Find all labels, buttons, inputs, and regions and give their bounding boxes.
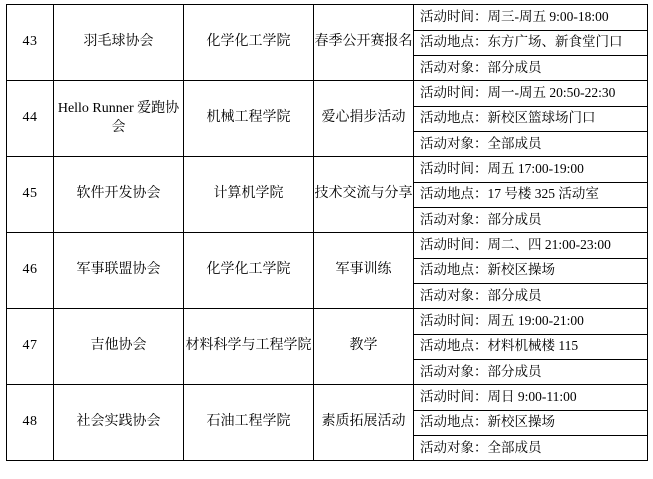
detail-place-value: 材料机械楼 115 [487,338,579,354]
activity-name: 教学 [314,309,414,385]
detail-place-value: 新校区篮球场门口 [487,110,596,126]
activity-details [414,157,648,233]
detail-place-label: 活动地点： [420,414,488,430]
activity-name: 技术交流与分享 [314,157,414,233]
club-name: 羽毛球协会 [54,5,184,81]
detail-time-label: 活动时间： [420,237,488,253]
department-name: 化学化工学院 [184,233,314,309]
detail-time-value: 周五 17:00-19:00 [487,161,584,177]
detail-row-time [414,81,647,106]
detail-target-cell [414,359,647,384]
activity-details [414,385,648,461]
detail-time-label: 活动时间： [420,313,488,329]
table-body [7,5,648,461]
detail-row-place [414,410,647,435]
detail-row-target [414,55,647,80]
detail-time-label: 活动时间： [420,85,488,101]
table-row [7,309,648,385]
detail-row-target [414,359,647,384]
detail-place-value: 新校区操场 [487,414,555,430]
detail-row-time [414,5,647,30]
club-name: 软件开发协会 [54,157,184,233]
row-index: 47 [7,309,54,385]
row-index: 44 [7,81,54,157]
club-name: 社会实践协会 [54,385,184,461]
detail-time-cell [414,309,647,334]
detail-target-label: 活动对象： [420,363,488,379]
row-index: 48 [7,385,54,461]
club-name: Hello Runner 爱跑协会 [54,81,184,157]
detail-place-label: 活动地点： [420,338,488,354]
detail-place-cell [414,410,647,435]
detail-target-cell [414,131,647,156]
detail-target-cell [414,55,647,80]
detail-place-cell [414,334,647,359]
detail-time-label: 活动时间： [420,9,488,25]
detail-row-place [414,334,647,359]
detail-row-target [414,435,647,460]
row-index: 43 [7,5,54,81]
detail-table [414,233,647,308]
detail-target-label: 活动对象： [420,439,488,455]
detail-table [414,5,647,80]
detail-time-cell [414,233,647,258]
detail-target-label: 活动对象： [420,59,488,75]
detail-place-label: 活动地点： [420,34,488,50]
activity-details [414,5,648,81]
department-name: 机械工程学院 [184,81,314,157]
detail-target-value: 部分成员 [487,363,542,379]
detail-place-value: 东方广场、新食堂门口 [487,34,623,50]
detail-row-place [414,182,647,207]
detail-time-value: 周二、四 21:00-23:00 [487,237,611,253]
detail-row-time [414,385,647,410]
table-row [7,385,648,461]
table-row [7,5,648,81]
detail-target-cell [414,207,647,232]
detail-target-label: 活动对象： [420,211,488,227]
activity-name: 春季公开赛报名 [314,5,414,81]
detail-row-target [414,207,647,232]
detail-target-label: 活动对象： [420,287,488,303]
detail-table [414,309,647,384]
detail-target-cell [414,283,647,308]
detail-row-place [414,258,647,283]
department-name: 计算机学院 [184,157,314,233]
detail-time-cell [414,385,647,410]
department-name: 石油工程学院 [184,385,314,461]
detail-target-value: 部分成员 [487,59,542,75]
table-row [7,81,648,157]
detail-time-value: 周五 19:00-21:00 [487,313,584,329]
club-name: 吉他协会 [54,309,184,385]
detail-target-value: 部分成员 [487,287,542,303]
detail-place-cell [414,30,647,55]
detail-table [414,385,647,460]
detail-target-value: 部分成员 [487,211,542,227]
department-name: 化学化工学院 [184,5,314,81]
detail-place-cell [414,106,647,131]
detail-place-value: 17 号楼 325 活动室 [487,186,599,202]
detail-place-label: 活动地点： [420,110,488,126]
detail-row-target [414,131,647,156]
detail-time-value: 周一-周五 20:50-22:30 [487,85,616,101]
activity-details [414,81,648,157]
activity-name: 素质拓展活动 [314,385,414,461]
club-activity-table [6,4,648,461]
detail-row-time [414,157,647,182]
activity-details [414,309,648,385]
detail-time-value: 周日 9:00-11:00 [487,389,577,405]
department-name: 材料科学与工程学院 [184,309,314,385]
detail-row-place [414,106,647,131]
detail-time-label: 活动时间： [420,389,488,405]
detail-row-place [414,30,647,55]
detail-place-cell [414,182,647,207]
detail-place-cell [414,258,647,283]
activity-details [414,233,648,309]
detail-time-cell [414,81,647,106]
detail-row-target [414,283,647,308]
row-index: 46 [7,233,54,309]
detail-target-label: 活动对象： [420,135,488,151]
detail-time-value: 周三-周五 9:00-18:00 [487,9,609,25]
detail-table [414,157,647,232]
detail-time-cell [414,5,647,30]
detail-time-label: 活动时间： [420,161,488,177]
table-row [7,157,648,233]
club-name: 军事联盟协会 [54,233,184,309]
detail-place-label: 活动地点： [420,186,488,202]
detail-place-label: 活动地点： [420,262,488,278]
table-row [7,233,648,309]
activity-name: 军事训练 [314,233,414,309]
detail-time-cell [414,157,647,182]
activity-name: 爱心捐步活动 [314,81,414,157]
detail-row-time [414,233,647,258]
detail-target-cell [414,435,647,460]
detail-target-value: 全部成员 [487,135,542,151]
detail-target-value: 全部成员 [487,439,542,455]
detail-row-time [414,309,647,334]
detail-table [414,81,647,156]
detail-place-value: 新校区操场 [487,262,555,278]
row-index: 45 [7,157,54,233]
